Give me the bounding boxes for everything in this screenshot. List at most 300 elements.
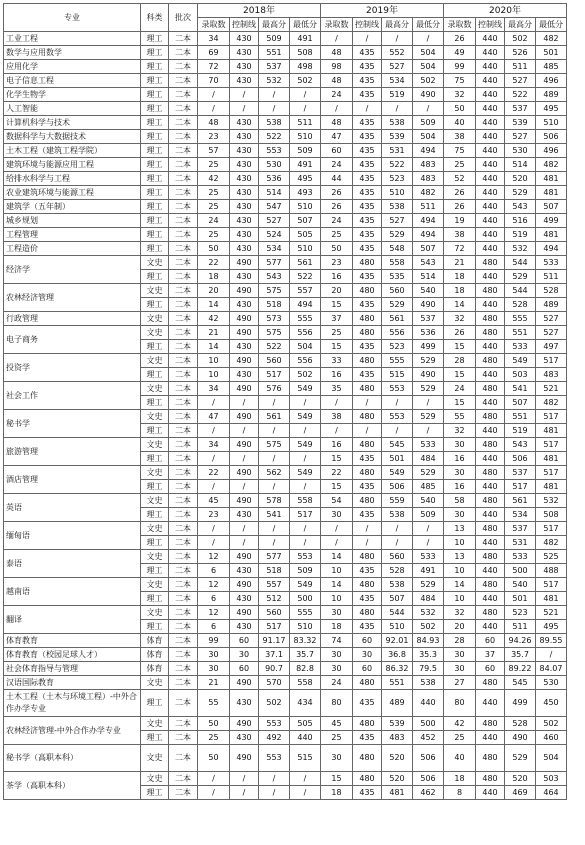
score-cell: 430 bbox=[230, 690, 259, 717]
score-cell: 30 bbox=[321, 745, 353, 772]
score-cell: 435 bbox=[353, 214, 382, 228]
batch-cell: 二本 bbox=[169, 690, 198, 717]
score-cell: 481 bbox=[536, 480, 567, 494]
score-cell: 38 bbox=[444, 130, 476, 144]
batch-cell: 二本 bbox=[169, 228, 198, 242]
batch-cell: 二本 bbox=[169, 578, 198, 592]
score-cell: 539 bbox=[382, 717, 413, 731]
category-cell: 理工 bbox=[141, 564, 169, 578]
score-cell: 577 bbox=[259, 256, 290, 270]
score-cell: 522 bbox=[505, 88, 536, 102]
score-cell: 30 bbox=[444, 648, 476, 662]
score-cell: 480 bbox=[476, 284, 505, 298]
score-cell: 517 bbox=[536, 354, 567, 368]
score-cell: 57 bbox=[198, 144, 230, 158]
score-cell: 435 bbox=[353, 592, 382, 606]
score-cell: 435 bbox=[353, 270, 382, 284]
admission-table-wrapper bbox=[3, 3, 567, 800]
score-cell: 480 bbox=[353, 466, 382, 480]
score-cell: 490 bbox=[230, 312, 259, 326]
score-cell: 22 bbox=[198, 466, 230, 480]
score-cell: 435 bbox=[353, 172, 382, 186]
score-cell: 504 bbox=[413, 46, 444, 60]
score-cell: 16 bbox=[321, 438, 353, 452]
score-cell: 440 bbox=[476, 186, 505, 200]
score-cell: 480 bbox=[353, 772, 382, 786]
score-cell: 551 bbox=[382, 676, 413, 690]
score-cell: / bbox=[353, 32, 382, 46]
score-cell: 505 bbox=[290, 228, 321, 242]
score-cell: 489 bbox=[536, 88, 567, 102]
score-cell: 528 bbox=[505, 717, 536, 731]
score-cell: 559 bbox=[382, 494, 413, 508]
score-cell: 452 bbox=[413, 731, 444, 745]
score-cell: 430 bbox=[230, 228, 259, 242]
batch-cell: 二本 bbox=[169, 606, 198, 620]
score-cell: 22 bbox=[321, 466, 353, 480]
score-cell: 560 bbox=[382, 550, 413, 564]
score-cell: 497 bbox=[536, 340, 567, 354]
score-cell: 518 bbox=[259, 564, 290, 578]
batch-cell: 二本 bbox=[169, 172, 198, 186]
score-cell: 15 bbox=[321, 772, 353, 786]
category-cell: 文史 bbox=[141, 438, 169, 452]
category-cell: 文史 bbox=[141, 717, 169, 731]
table-row bbox=[4, 662, 567, 676]
score-cell: 522 bbox=[259, 340, 290, 354]
score-cell: 25 bbox=[198, 228, 230, 242]
header-max-score: 最高分 bbox=[382, 18, 413, 32]
score-cell: 510 bbox=[290, 620, 321, 634]
score-cell: / bbox=[321, 32, 353, 46]
score-cell: 501 bbox=[536, 46, 567, 60]
score-cell: 440 bbox=[476, 452, 505, 466]
score-cell: 512 bbox=[259, 592, 290, 606]
batch-cell: 二本 bbox=[169, 102, 198, 116]
score-cell: 558 bbox=[290, 676, 321, 690]
score-cell: 573 bbox=[259, 312, 290, 326]
score-cell: 23 bbox=[321, 256, 353, 270]
score-cell: 540 bbox=[413, 494, 444, 508]
score-cell: / bbox=[259, 522, 290, 536]
score-cell: 48 bbox=[198, 116, 230, 130]
score-cell: 72 bbox=[444, 242, 476, 256]
table-row bbox=[4, 158, 567, 172]
score-cell: 35 bbox=[321, 382, 353, 396]
batch-cell: 二本 bbox=[169, 88, 198, 102]
category-cell: 理工 bbox=[141, 144, 169, 158]
score-cell: 528 bbox=[536, 284, 567, 298]
score-cell: / bbox=[230, 536, 259, 550]
score-cell: 15 bbox=[321, 480, 353, 494]
score-cell: 529 bbox=[413, 410, 444, 424]
score-cell: 490 bbox=[230, 326, 259, 340]
category-cell: 文史 bbox=[141, 550, 169, 564]
score-cell: 20 bbox=[198, 284, 230, 298]
score-cell: / bbox=[290, 786, 321, 800]
score-cell: 506 bbox=[413, 745, 444, 772]
score-cell: 533 bbox=[536, 256, 567, 270]
table-row bbox=[4, 130, 567, 144]
score-cell: 538 bbox=[382, 200, 413, 214]
score-cell: 490 bbox=[230, 284, 259, 298]
score-cell: 556 bbox=[290, 326, 321, 340]
score-cell: 50 bbox=[321, 242, 353, 256]
category-cell: 文史 bbox=[141, 466, 169, 480]
table-row bbox=[4, 256, 567, 270]
score-cell: 491 bbox=[290, 158, 321, 172]
table-row bbox=[4, 578, 567, 592]
score-cell: 21 bbox=[198, 676, 230, 690]
batch-cell: 二本 bbox=[169, 424, 198, 438]
score-cell: 12 bbox=[198, 550, 230, 564]
score-cell: 45 bbox=[198, 494, 230, 508]
score-cell: 23 bbox=[198, 130, 230, 144]
score-cell: / bbox=[230, 452, 259, 466]
category-cell: 理工 bbox=[141, 424, 169, 438]
score-cell: / bbox=[198, 480, 230, 494]
score-cell: / bbox=[290, 452, 321, 466]
score-cell: 440 bbox=[476, 130, 505, 144]
score-cell: 523 bbox=[505, 606, 536, 620]
category-cell: 理工 bbox=[141, 46, 169, 60]
score-cell: 450 bbox=[536, 690, 567, 717]
score-cell: 25 bbox=[198, 186, 230, 200]
score-cell: 12 bbox=[198, 578, 230, 592]
score-cell: 21 bbox=[198, 326, 230, 340]
score-cell: 509 bbox=[259, 32, 290, 46]
score-cell: 10 bbox=[198, 368, 230, 382]
major-name-cell: 工程管理 bbox=[4, 228, 141, 242]
score-cell: / bbox=[353, 424, 382, 438]
table-row bbox=[4, 522, 567, 536]
score-cell: 480 bbox=[476, 494, 505, 508]
score-cell: / bbox=[230, 522, 259, 536]
score-cell: 553 bbox=[259, 144, 290, 158]
score-cell: / bbox=[198, 424, 230, 438]
score-cell: 89.22 bbox=[505, 662, 536, 676]
score-cell: 507 bbox=[413, 242, 444, 256]
table-row bbox=[4, 32, 567, 46]
score-cell: 440 bbox=[476, 786, 505, 800]
score-cell: 482 bbox=[536, 396, 567, 410]
score-cell: 508 bbox=[290, 46, 321, 60]
score-cell: 50 bbox=[198, 745, 230, 772]
score-cell: 481 bbox=[536, 186, 567, 200]
score-cell: 537 bbox=[505, 102, 536, 116]
score-cell: / bbox=[259, 772, 290, 786]
score-cell: 435 bbox=[353, 340, 382, 354]
score-cell: 535 bbox=[382, 270, 413, 284]
score-cell: 430 bbox=[230, 158, 259, 172]
score-cell: 435 bbox=[353, 564, 382, 578]
category-cell: 理工 bbox=[141, 228, 169, 242]
score-cell: 480 bbox=[353, 550, 382, 564]
table-row bbox=[4, 312, 567, 326]
score-cell: 490 bbox=[230, 606, 259, 620]
score-cell: 440 bbox=[476, 102, 505, 116]
header-year-2018: 2018年 bbox=[198, 4, 321, 18]
major-name-cell: 电子商务 bbox=[4, 326, 141, 354]
score-cell: 509 bbox=[290, 144, 321, 158]
category-cell: 文史 bbox=[141, 606, 169, 620]
score-cell: 517 bbox=[536, 410, 567, 424]
score-cell: 541 bbox=[259, 508, 290, 522]
table-row bbox=[4, 186, 567, 200]
score-cell: 480 bbox=[476, 745, 505, 772]
score-cell: 503 bbox=[505, 368, 536, 382]
table-body bbox=[4, 32, 567, 800]
score-cell: 82.8 bbox=[290, 662, 321, 676]
score-cell: 480 bbox=[476, 382, 505, 396]
score-cell: 502 bbox=[505, 32, 536, 46]
score-cell: 26 bbox=[444, 186, 476, 200]
score-cell: 491 bbox=[413, 564, 444, 578]
score-cell: / bbox=[382, 536, 413, 550]
score-cell: 19 bbox=[444, 214, 476, 228]
score-cell: 490 bbox=[230, 410, 259, 424]
score-cell: 435 bbox=[353, 480, 382, 494]
batch-cell: 二本 bbox=[169, 158, 198, 172]
score-cell: / bbox=[321, 396, 353, 410]
score-cell: 547 bbox=[259, 200, 290, 214]
score-cell: 483 bbox=[413, 172, 444, 186]
category-cell: 理工 bbox=[141, 102, 169, 116]
score-cell: 440 bbox=[476, 242, 505, 256]
score-cell: / bbox=[259, 480, 290, 494]
category-cell: 文史 bbox=[141, 494, 169, 508]
score-cell: 20 bbox=[321, 284, 353, 298]
score-cell: 16 bbox=[444, 480, 476, 494]
header-control-line: 控制线 bbox=[476, 18, 505, 32]
score-cell: 538 bbox=[382, 578, 413, 592]
score-cell: 37 bbox=[321, 312, 353, 326]
score-cell: 32 bbox=[444, 606, 476, 620]
score-cell: 440 bbox=[476, 368, 505, 382]
score-cell: 562 bbox=[259, 466, 290, 480]
score-cell: 24 bbox=[321, 158, 353, 172]
batch-cell: 二本 bbox=[169, 536, 198, 550]
score-cell: 480 bbox=[476, 717, 505, 731]
score-cell: / bbox=[353, 102, 382, 116]
score-cell: / bbox=[198, 102, 230, 116]
category-cell: 文史 bbox=[141, 284, 169, 298]
score-cell: 555 bbox=[290, 312, 321, 326]
major-name-cell: 数学与应用数学 bbox=[4, 46, 141, 60]
score-cell: 540 bbox=[505, 578, 536, 592]
category-cell: 理工 bbox=[141, 340, 169, 354]
score-cell: 13 bbox=[444, 550, 476, 564]
header-control-line: 控制线 bbox=[230, 18, 259, 32]
score-cell: 509 bbox=[290, 564, 321, 578]
batch-cell: 二本 bbox=[169, 200, 198, 214]
score-cell: 24 bbox=[198, 214, 230, 228]
score-cell: 490 bbox=[230, 438, 259, 452]
score-cell: / bbox=[321, 102, 353, 116]
score-cell: 544 bbox=[505, 284, 536, 298]
score-cell: / bbox=[290, 396, 321, 410]
score-cell: 30 bbox=[353, 648, 382, 662]
score-cell: 527 bbox=[536, 312, 567, 326]
table-row bbox=[4, 410, 567, 424]
score-cell: / bbox=[353, 522, 382, 536]
score-cell: 502 bbox=[290, 74, 321, 88]
score-cell: 430 bbox=[230, 270, 259, 284]
score-cell: 435 bbox=[353, 786, 382, 800]
batch-cell: 二本 bbox=[169, 256, 198, 270]
score-cell: 510 bbox=[382, 620, 413, 634]
score-cell: 13 bbox=[444, 522, 476, 536]
score-cell: 556 bbox=[382, 326, 413, 340]
score-cell: 14 bbox=[321, 578, 353, 592]
score-cell: 480 bbox=[476, 772, 505, 786]
batch-cell: 二本 bbox=[169, 382, 198, 396]
table-row bbox=[4, 144, 567, 158]
score-cell: 481 bbox=[382, 786, 413, 800]
score-cell: 517 bbox=[259, 368, 290, 382]
category-cell: 理工 bbox=[141, 214, 169, 228]
score-cell: 500 bbox=[413, 717, 444, 731]
score-cell: 490 bbox=[413, 88, 444, 102]
major-name-cell: 人工智能 bbox=[4, 102, 141, 116]
score-cell: 517 bbox=[259, 620, 290, 634]
score-cell: 529 bbox=[413, 578, 444, 592]
score-cell: 506 bbox=[536, 130, 567, 144]
score-cell: 435 bbox=[353, 144, 382, 158]
score-cell: 511 bbox=[536, 270, 567, 284]
score-cell: 555 bbox=[290, 606, 321, 620]
batch-cell: 二本 bbox=[169, 32, 198, 46]
score-cell: 481 bbox=[536, 452, 567, 466]
score-cell: 440 bbox=[476, 424, 505, 438]
score-cell: 469 bbox=[505, 786, 536, 800]
score-cell: 6 bbox=[198, 564, 230, 578]
score-cell: 52 bbox=[444, 172, 476, 186]
score-cell: 440 bbox=[476, 508, 505, 522]
score-cell: 440 bbox=[476, 46, 505, 60]
score-cell: 430 bbox=[230, 60, 259, 74]
score-cell: 440 bbox=[476, 116, 505, 130]
score-cell: 505 bbox=[290, 717, 321, 731]
score-cell: 501 bbox=[382, 452, 413, 466]
score-cell: 480 bbox=[476, 522, 505, 536]
score-cell: 25 bbox=[444, 731, 476, 745]
major-name-cell: 体育教育 bbox=[4, 634, 141, 648]
score-cell: 527 bbox=[382, 60, 413, 74]
score-cell: 482 bbox=[536, 32, 567, 46]
score-cell: 440 bbox=[476, 731, 505, 745]
major-name-cell: 投资学 bbox=[4, 354, 141, 382]
score-cell: 511 bbox=[290, 116, 321, 130]
score-cell: 551 bbox=[259, 46, 290, 60]
score-cell: 38 bbox=[444, 228, 476, 242]
score-cell: 522 bbox=[259, 130, 290, 144]
score-cell: 15 bbox=[321, 452, 353, 466]
major-name-cell: 行政管理 bbox=[4, 312, 141, 326]
score-cell: 435 bbox=[353, 116, 382, 130]
batch-cell: 二本 bbox=[169, 214, 198, 228]
score-cell: 440 bbox=[476, 480, 505, 494]
score-cell: 545 bbox=[382, 438, 413, 452]
score-cell: 25 bbox=[321, 326, 353, 340]
score-cell: 80 bbox=[444, 690, 476, 717]
score-cell: 501 bbox=[505, 592, 536, 606]
score-cell: 511 bbox=[505, 60, 536, 74]
score-cell: 80 bbox=[321, 690, 353, 717]
score-cell: 531 bbox=[505, 536, 536, 550]
score-cell: / bbox=[198, 522, 230, 536]
score-cell: 552 bbox=[382, 46, 413, 60]
score-cell: 480 bbox=[476, 256, 505, 270]
score-cell: 533 bbox=[413, 550, 444, 564]
score-cell: 18 bbox=[444, 284, 476, 298]
batch-cell: 二本 bbox=[169, 116, 198, 130]
header-year-2020: 2020年 bbox=[444, 4, 567, 18]
score-cell: 430 bbox=[230, 214, 259, 228]
score-cell: 32 bbox=[444, 88, 476, 102]
score-cell: 502 bbox=[413, 620, 444, 634]
batch-cell: 二本 bbox=[169, 312, 198, 326]
score-cell: 75 bbox=[444, 74, 476, 88]
score-cell: / bbox=[413, 522, 444, 536]
category-cell: 理工 bbox=[141, 620, 169, 634]
score-cell: 440 bbox=[476, 592, 505, 606]
score-cell: 532 bbox=[536, 494, 567, 508]
score-cell: 544 bbox=[505, 256, 536, 270]
score-cell: / bbox=[230, 88, 259, 102]
score-cell: 522 bbox=[382, 158, 413, 172]
score-cell: 480 bbox=[353, 256, 382, 270]
score-cell: 555 bbox=[505, 312, 536, 326]
table-row bbox=[4, 606, 567, 620]
table-row bbox=[4, 116, 567, 130]
score-cell: 435 bbox=[353, 690, 382, 717]
score-cell: 25 bbox=[198, 158, 230, 172]
score-cell: / bbox=[230, 424, 259, 438]
category-cell: 文史 bbox=[141, 410, 169, 424]
table-row bbox=[4, 466, 567, 480]
major-name-cell: 化学生物学 bbox=[4, 88, 141, 102]
score-cell: 557 bbox=[259, 578, 290, 592]
score-cell: 515 bbox=[290, 745, 321, 772]
score-cell: 510 bbox=[536, 116, 567, 130]
header-enrolled: 录取数 bbox=[198, 18, 230, 32]
score-cell: 15 bbox=[321, 298, 353, 312]
score-cell: 440 bbox=[476, 172, 505, 186]
score-cell: 60 bbox=[476, 662, 505, 676]
score-cell: 14 bbox=[444, 298, 476, 312]
score-cell: 506 bbox=[505, 452, 536, 466]
score-cell: 60 bbox=[321, 144, 353, 158]
score-cell: 18 bbox=[321, 786, 353, 800]
major-name-cell: 土木工程（土木与环境工程）-中外合作办学专业 bbox=[4, 690, 141, 717]
score-cell: / bbox=[198, 396, 230, 410]
score-cell: 480 bbox=[353, 354, 382, 368]
score-cell: 549 bbox=[290, 466, 321, 480]
score-cell: 507 bbox=[536, 200, 567, 214]
score-cell: 26 bbox=[444, 326, 476, 340]
score-cell: 543 bbox=[505, 438, 536, 452]
score-cell: 549 bbox=[290, 438, 321, 452]
score-cell: 481 bbox=[536, 592, 567, 606]
score-cell: 435 bbox=[353, 158, 382, 172]
score-cell: 91.17 bbox=[259, 634, 290, 648]
score-cell: 503 bbox=[536, 772, 567, 786]
score-cell: 480 bbox=[353, 312, 382, 326]
score-cell: 480 bbox=[353, 606, 382, 620]
score-cell: 481 bbox=[536, 172, 567, 186]
batch-cell: 二本 bbox=[169, 786, 198, 800]
